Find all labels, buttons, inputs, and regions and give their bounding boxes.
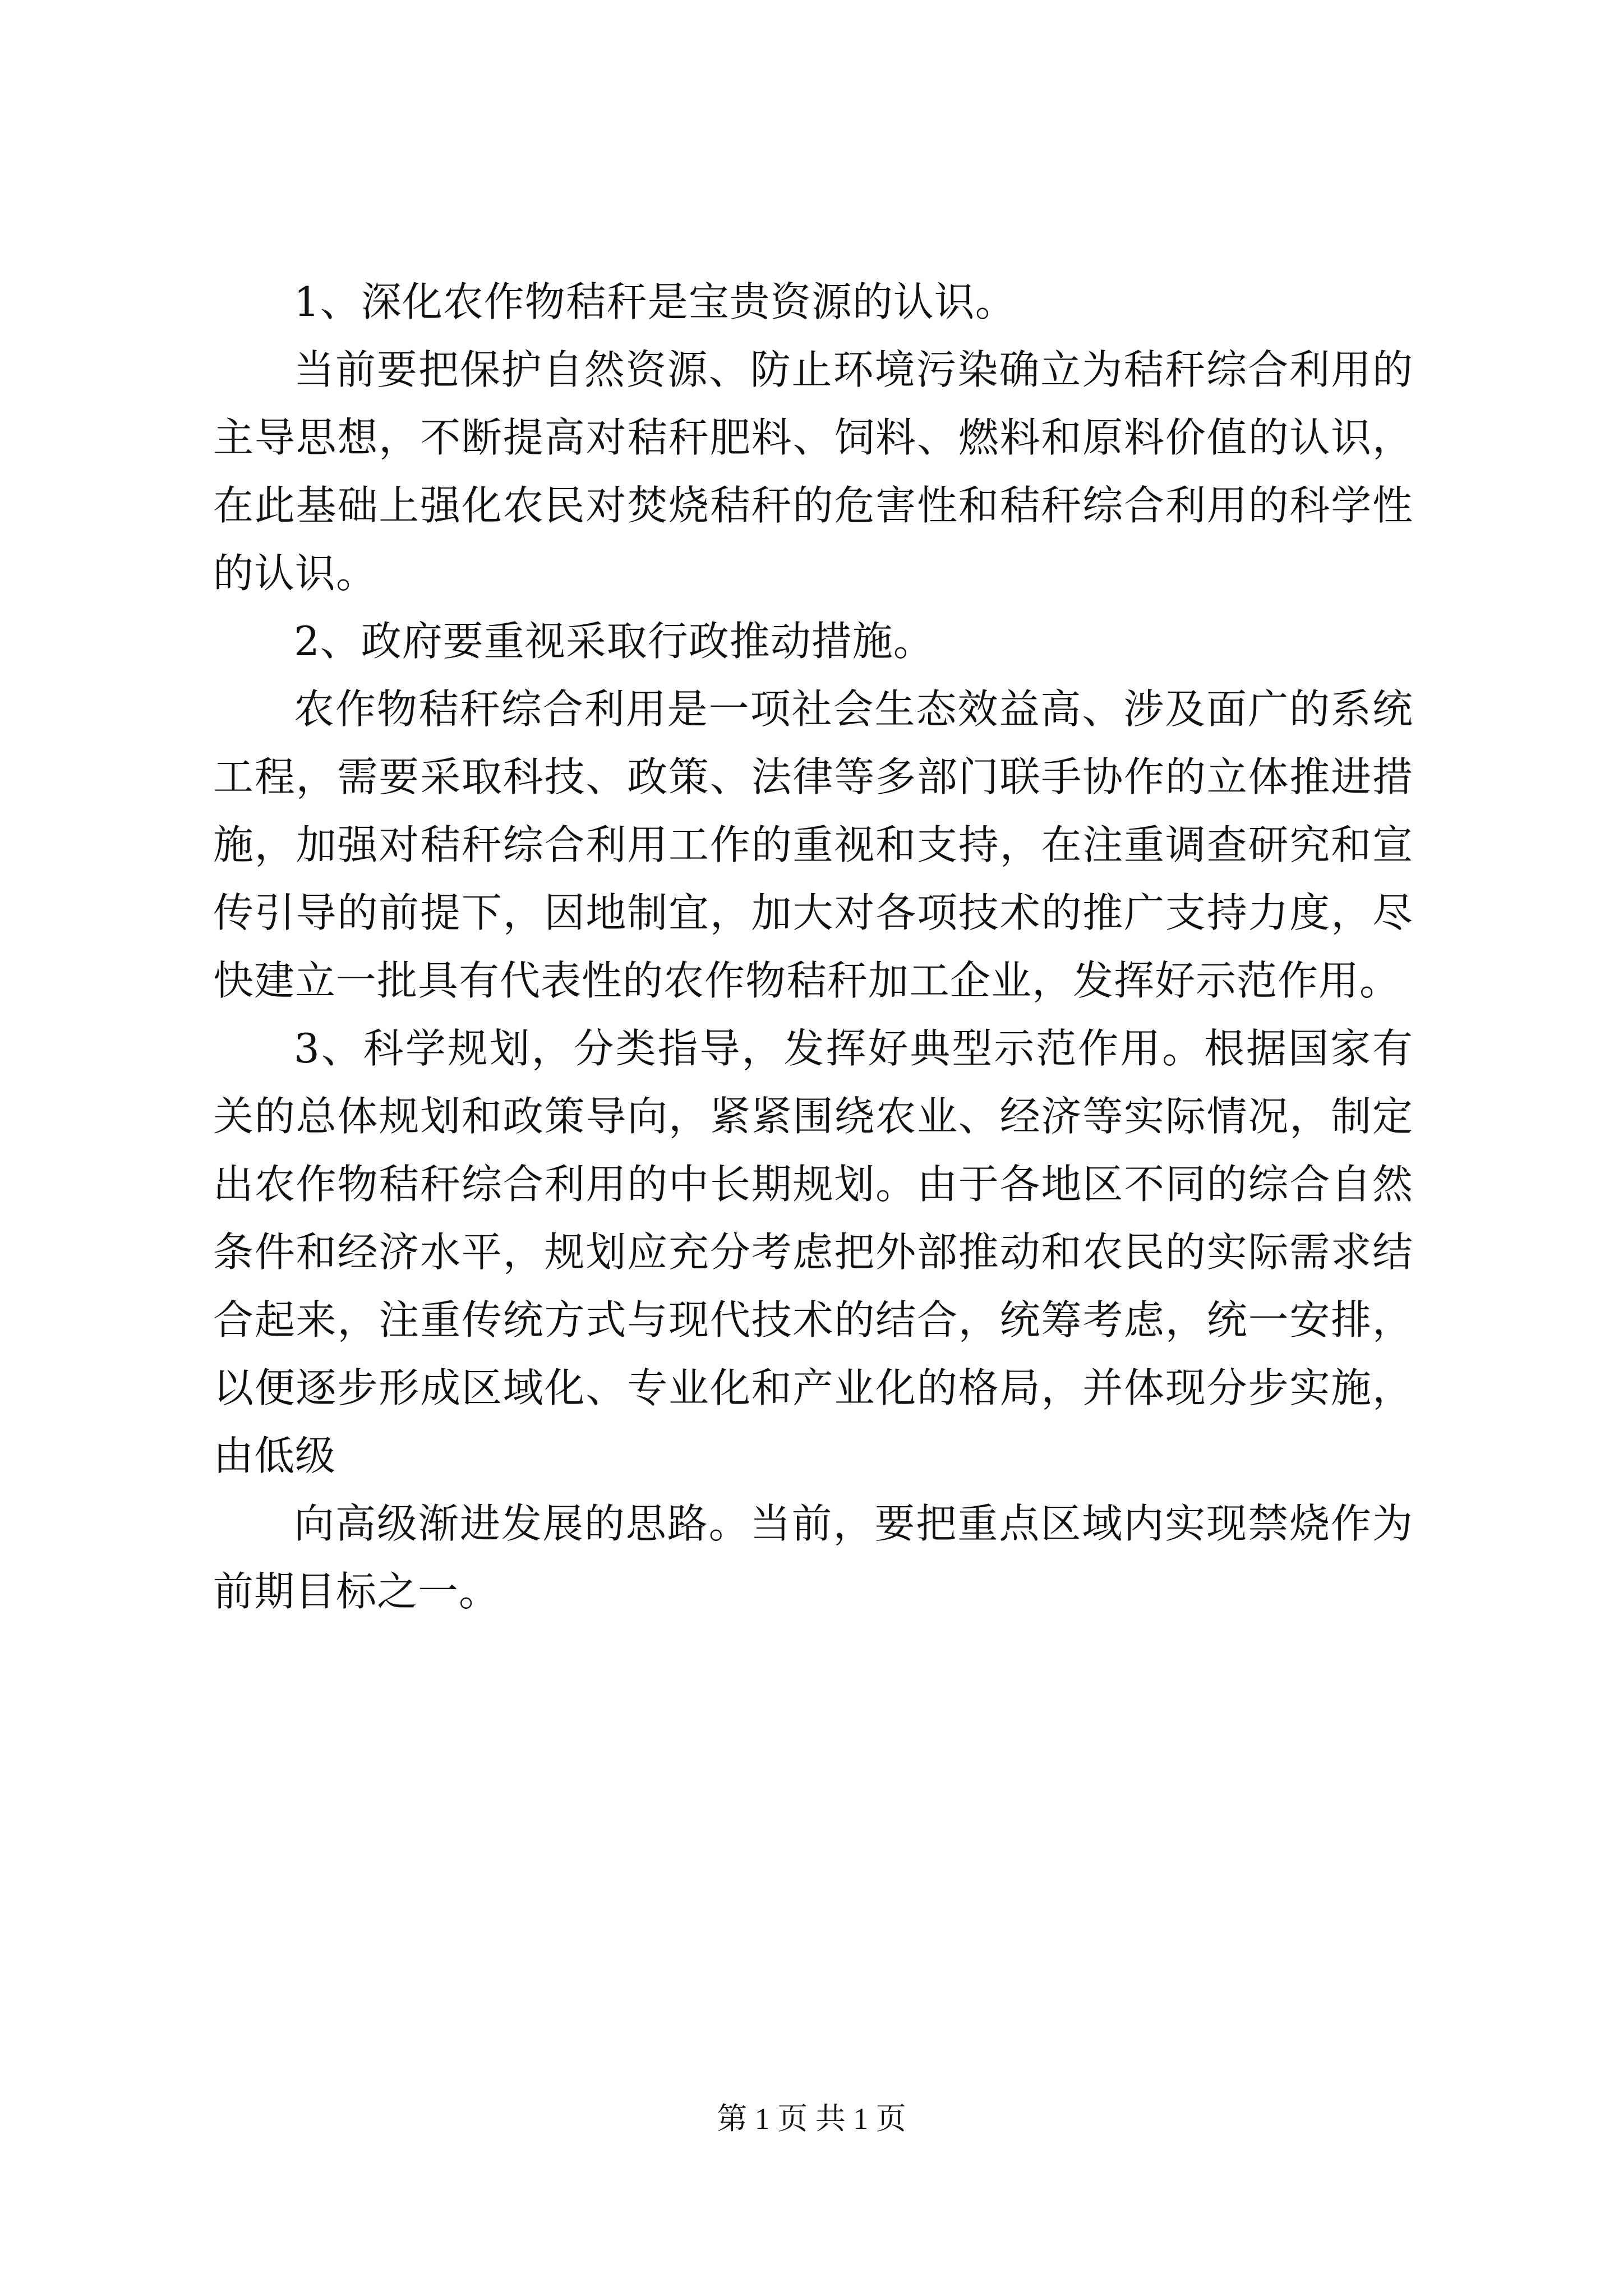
paragraph-heading-2: 2、政府要重视采取行政推动措施。 (294, 618, 934, 665)
page-footer: 第 1 页 共 1 页 (717, 2102, 906, 2136)
paragraph-heading-3: 3、科学规划，分类指导，发挥好典型示范作用。根据国家有关的总体规划和政策导向，紧紧围绕农业、经济等实际情况，制定出农作物秸秆综合利用的中长期规划。由于各地区不同的综合自然条件和经济水平，规划应充分考虑把外部推动和农民的实际需求结合起来，注重传统方式与现代技术的结合，统筹考虑，统一安排，以便逐步形成区域化、专业化和产业化的格局，并体现分步实施，由低级 (213, 1025, 1413, 1479)
paragraph-body-3: 向高级渐进发展的思路。当前，要把重点区域内实现禁烧作为前期目标之一。 (213, 1500, 1413, 1615)
paragraph-body-1: 当前要把保护自然资源、防止环境污染确立为秸秆综合利用的主导思想，不断提高对秸秆肥料、饲料、燃料和原料价值的认识，在此基础上强化农民对焚烧秸秆的危害性和秸秆综合利用的科学性的认识。 (213, 346, 1413, 597)
paragraph-heading-1: 1、深化农作物秸秆是宝贵资源的认识。 (294, 278, 1016, 325)
paragraph-body-2: 农作物秸秆综合利用是一项社会生态效益高、涉及面广的系统工程，需要采取科技、政策、法律等多部门联手协作的立体推进措施，加强对秸秆综合利用工作的重视和支持，在注重调查研究和宣传引导的前提下，因地制宜，加大对各项技术的推广支持力度，尽快建立一批具有代表性的农作物秸秆加工企业，发挥好示范作用。 (213, 685, 1413, 1004)
document-body (213, 268, 1413, 1626)
